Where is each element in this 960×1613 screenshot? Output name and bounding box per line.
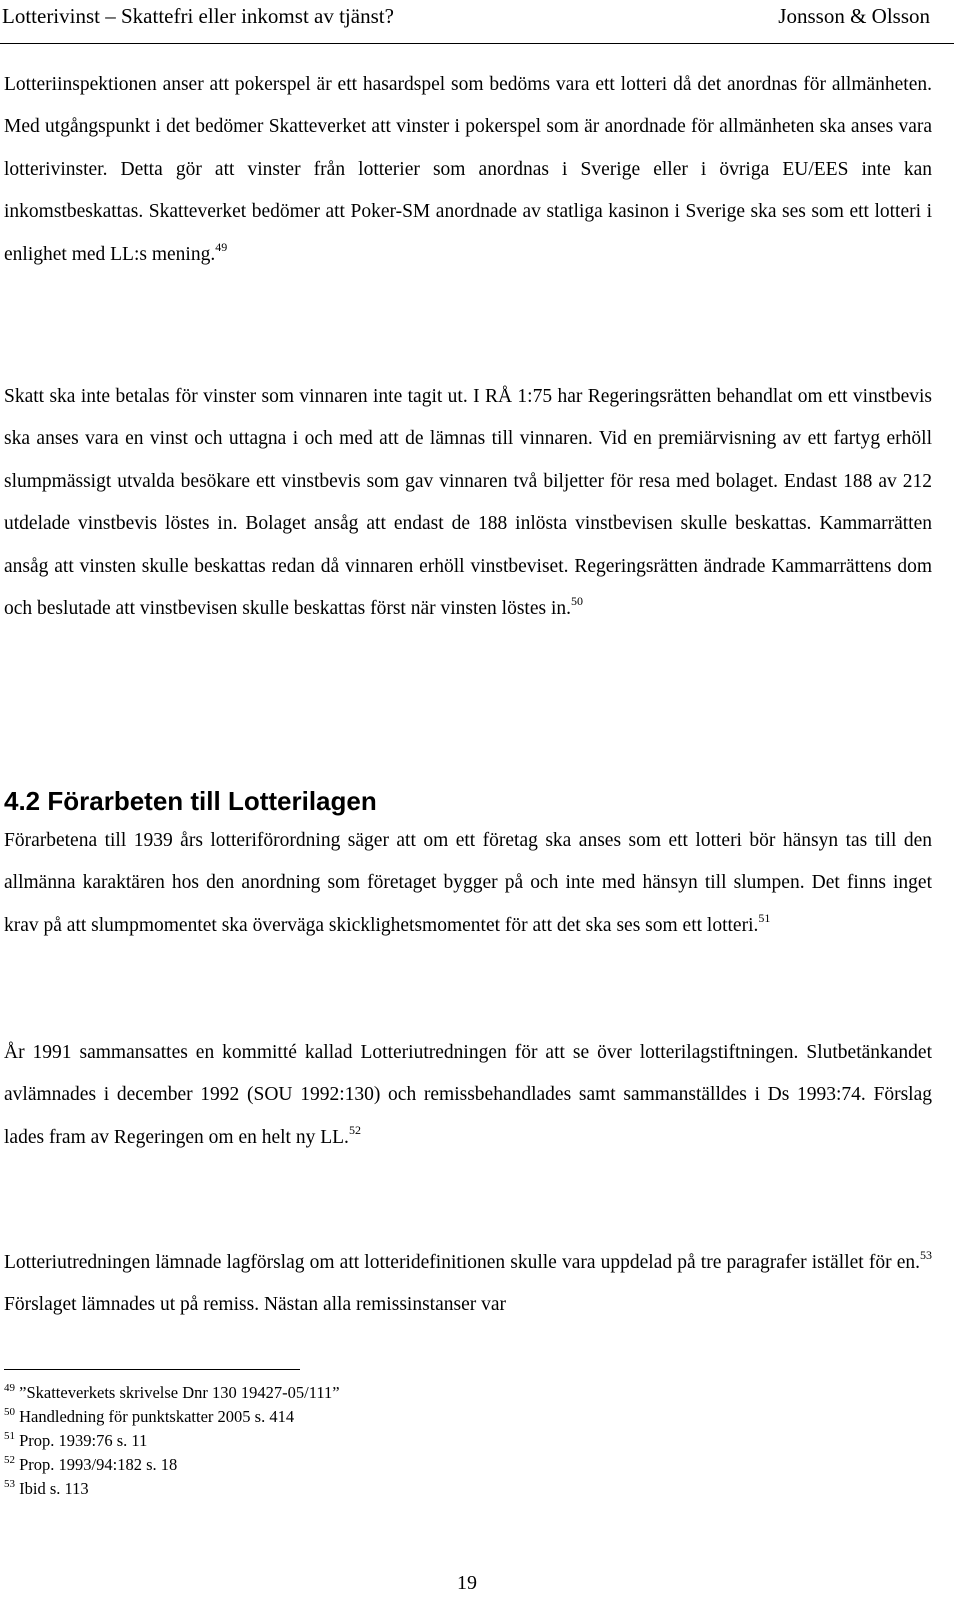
footnote-separator xyxy=(4,1369,300,1370)
header-rule xyxy=(0,43,954,44)
footnote xyxy=(4,1453,904,1477)
footnote-number: 49 xyxy=(4,1382,15,1394)
footnote-text: Handledning för punktskatter 2005 s. 414 xyxy=(19,1407,295,1426)
footnote-text: Ibid s. 113 xyxy=(19,1479,89,1498)
paragraph-lagforslag xyxy=(4,1242,932,1327)
footnote-number: 51 xyxy=(4,1430,15,1442)
footnote-text: ”Skatteverkets skrivelse Dnr 130 19427-05/111” xyxy=(19,1383,340,1402)
footnote xyxy=(4,1429,904,1453)
paragraph-text: Lotteriutredningen lämnade lagförslag om att lotteridefinitionen skulle vara uppdelad på tre paragrafer istället för en. xyxy=(4,1252,920,1273)
footnote-number: 50 xyxy=(4,1406,15,1418)
footnote-text: Prop. 1993/94:182 s. 18 xyxy=(19,1455,178,1474)
page-header xyxy=(0,0,960,50)
paragraph-vinstbevis xyxy=(4,376,932,630)
paragraph-text: Lotteriinspektionen anser att pokerspel är ett hasardspel som bedöms vara ett lotteri då det anordnas för allmänheten. Med utgångspunkt i det bedömer Skatteverket att vinster i pokerspel som är anordnade för allmänheten ska anses vara lotterivinster. Detta gör att vinster från lotterier som anordnas i Sverige eller i övriga EU/EES inte kan inkomstbeskattas. Skatteverket bedömer att Poker-SM anordnade av statliga kasinon i Sverige ska ses som ett lotteri i enlighet med LL:s mening. xyxy=(4,74,932,265)
footnote-number: 53 xyxy=(4,1478,15,1490)
paragraph-text: År 1991 sammansattes en kommitté kallad Lotteriutredningen för att se över lotterilagstiftningen. Slutbetänkandet avlämnades i december 1992 (SOU 1992:130) och remissbehandlades samt sammanställdes i Ds 1993:74. Förslag lades fram av Regeringen om en helt ny LL. xyxy=(4,1042,932,1148)
paragraph-text: Förarbetena till 1939 års lotteriförordning säger att om ett företag ska anses som ett lotteri bör hänsyn tas till den allmänna karaktären hos den anordning som företaget bygger på och inte med hänsyn till slumpen. Det finns inget krav på att slumpmomentet ska överväga skicklighetsmomentet för att det ska ses som ett lotteri. xyxy=(4,830,932,936)
footnote-ref: 50 xyxy=(571,594,584,609)
paragraph-text: Skatt ska inte betalas för vinster som vinnaren inte tagit ut. I RÅ 1:75 har Regeringsrätten behandlat om ett vinstbevis ska anses vara en vinst och uttagna i och med att de lämnas till vinnaren. Vid en premiärvisning av ett fartyg erhöll slumpmässigt utvalda besökare ett vinstbevis som gav vinnaren två biljetter för resa med bolaget. Endast 188 av 212 utdelade vinstbevis löstes in. Bolaget ansåg att endast de 188 inlösta vinstbevisen skulle beskattas. Kammarrätten ansåg att vinsten skulle beskattas redan då vinnaren erhöll vinstbeviset. Regeringsrätten ändrade Kammarrättens dom och beslutade att vinstbevisen skulle beskattas först när vinsten löstes in. xyxy=(4,386,932,620)
footnote xyxy=(4,1477,904,1501)
section-heading: 4.2 Förarbeten till Lotterilagen xyxy=(4,786,377,816)
footnote-ref: 53 xyxy=(920,1248,932,1262)
paragraph-poker xyxy=(4,64,932,276)
footnote-ref: 51 xyxy=(758,910,771,925)
footnote-ref: 52 xyxy=(348,1122,361,1137)
paragraph-text-continued: Förslaget lämnades ut på remiss. Nästan alla remissinstanser var xyxy=(4,1294,506,1316)
footnote-number: 52 xyxy=(4,1454,15,1466)
header-title: Lotterivinst – Skattefri eller inkomst av tjänst? xyxy=(2,4,394,28)
footnote-text: Prop. 1939:76 s. 11 xyxy=(19,1431,148,1450)
page-number: 19 xyxy=(457,1572,477,1594)
paragraph-forarbeten xyxy=(4,820,932,947)
header-authors: Jonsson & Olsson xyxy=(778,4,930,28)
paragraph-lotteriutredningen xyxy=(4,1032,932,1159)
footnote-list xyxy=(4,1381,904,1501)
footnote xyxy=(4,1381,904,1405)
footnote xyxy=(4,1405,904,1429)
footnote-ref: 49 xyxy=(215,239,228,254)
